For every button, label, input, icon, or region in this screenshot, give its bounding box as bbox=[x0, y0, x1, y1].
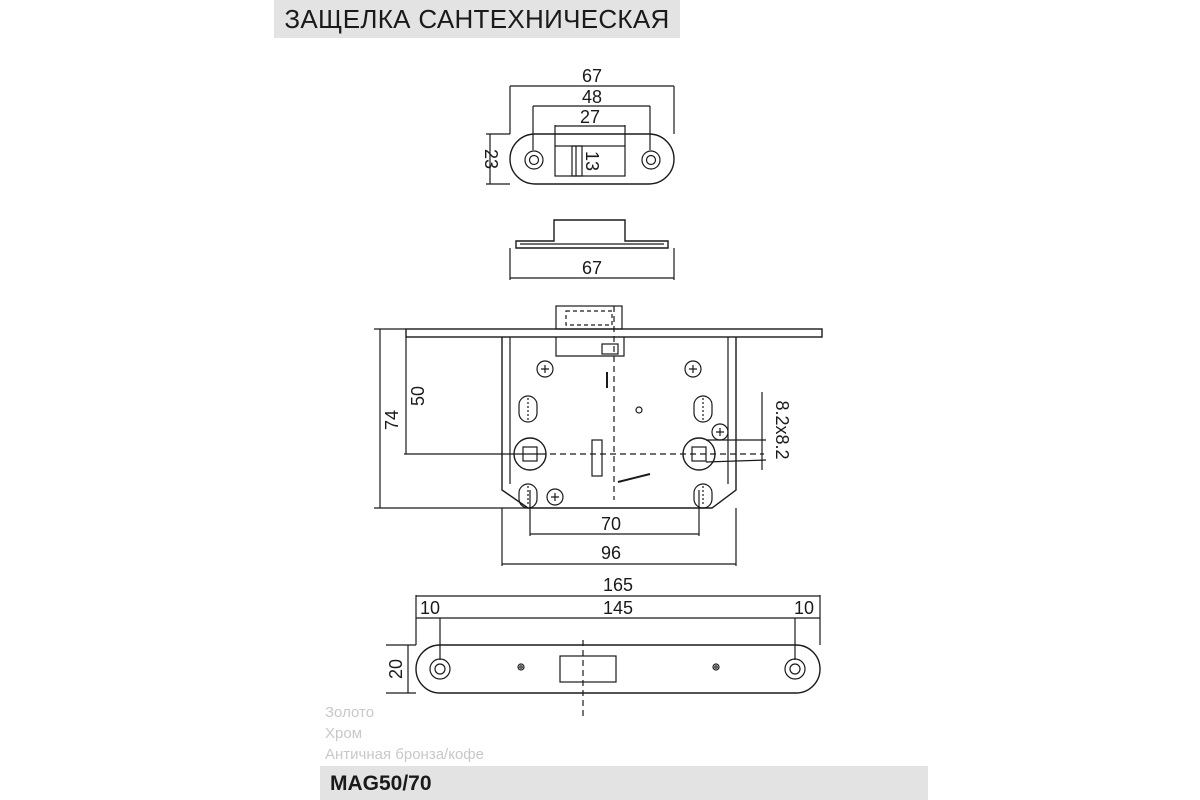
dim-backset: 50 bbox=[408, 385, 428, 407]
dim-strike-width: 67 bbox=[581, 66, 603, 86]
dim-hub-spacing: 70 bbox=[600, 514, 622, 534]
strike-plate-top-view bbox=[486, 86, 674, 184]
finish-antique-bronze: Античная бронза/кофе bbox=[325, 746, 484, 763]
dim-faceplate-end-right: 10 bbox=[793, 598, 815, 618]
page-title: ЗАЩЕЛКА САНТЕХНИЧЕСКАЯ bbox=[284, 4, 670, 34]
dim-faceplate-width: 20 bbox=[386, 658, 406, 680]
dim-lock-height: 74 bbox=[382, 409, 402, 431]
dim-faceplate-length: 165 bbox=[602, 575, 634, 595]
model-bar bbox=[320, 766, 928, 800]
finish-list bbox=[325, 702, 484, 765]
dim-body-width: 96 bbox=[600, 543, 622, 563]
dim-strike-side-width: 67 bbox=[581, 258, 603, 278]
finish-chrome: Хром bbox=[325, 725, 363, 742]
dim-square-hole: 8.2x8.2 bbox=[772, 400, 792, 460]
dim-strike-opening-height: 13 bbox=[582, 150, 602, 172]
dim-faceplate-hole-spacing: 145 bbox=[602, 598, 634, 618]
dim-strike-height: 23 bbox=[481, 148, 501, 170]
model-label: MAG50/70 bbox=[330, 772, 432, 795]
dim-strike-hole-spacing: 48 bbox=[581, 87, 603, 107]
finish-gold: Золото bbox=[325, 704, 375, 721]
lock-body bbox=[374, 306, 822, 566]
dim-faceplate-end-left: 10 bbox=[419, 598, 441, 618]
dim-strike-opening-width: 27 bbox=[579, 107, 601, 127]
